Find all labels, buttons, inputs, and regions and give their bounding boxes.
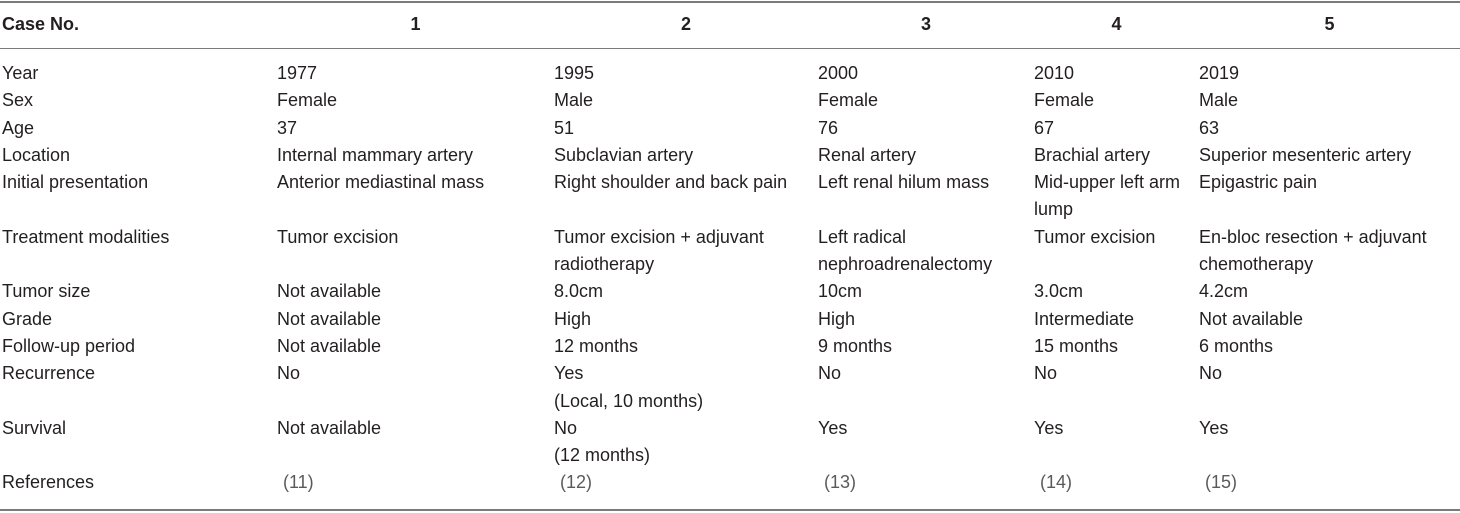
table-cell: 1977	[277, 63, 318, 83]
row-label: References	[2, 472, 95, 493]
table-cell: Tumor excision	[1034, 226, 1156, 247]
table-cell: Brachial artery	[1034, 144, 1151, 165]
table-bottom-rule	[0, 509, 1460, 511]
table-cell: 67	[1034, 117, 1055, 138]
table-body	[0, 49, 1460, 497]
case-no-header: Case No.	[0, 0, 277, 49]
case-1-header: 1	[277, 0, 554, 49]
table-cell: 2000	[818, 63, 859, 83]
row-label: Follow-up period	[2, 335, 136, 356]
case-2-header: 2	[554, 0, 818, 49]
table-header	[0, 0, 1460, 49]
table-cell: No	[277, 363, 301, 384]
table-cell: 2019	[1199, 63, 1240, 83]
table-cell: Right shoulder and back pain	[554, 172, 788, 193]
row-label: Treatment modalities	[2, 226, 170, 247]
table-cell: No	[1034, 363, 1058, 384]
reference-link[interactable]	[554, 469, 818, 496]
table-cell: Not available	[277, 308, 382, 329]
table-cell: 10cm	[818, 281, 863, 302]
table-cell: 6 months	[1199, 335, 1274, 356]
table-row-survival	[0, 415, 1460, 470]
table-cell: 9 months	[818, 335, 893, 356]
case-3-header: 3	[818, 0, 1034, 49]
table-cell: Intermediate	[1034, 308, 1135, 329]
table-cell: Female	[1034, 90, 1095, 111]
table-cell: Subclavian artery	[554, 144, 694, 165]
table-cell: 8.0cm	[554, 281, 604, 302]
table-cell: Male	[554, 90, 594, 111]
table-cell: Not available	[1199, 308, 1304, 329]
reference-number[interactable]: (13)	[824, 472, 857, 493]
table-cell: Tumor excision	[277, 226, 399, 247]
case-4-header: 4	[1034, 0, 1199, 49]
table-cell: 3.0cm	[1034, 281, 1084, 302]
table-cell: No	[1199, 363, 1223, 384]
reference-link[interactable]	[1034, 469, 1199, 496]
row-label: Location	[2, 144, 71, 165]
reference-link[interactable]	[277, 469, 554, 496]
reference-number[interactable]: (14)	[1040, 472, 1073, 493]
table-row-follow-up-period	[0, 333, 1460, 360]
row-label: Grade	[2, 308, 53, 329]
table-cell: High	[554, 308, 592, 329]
cell-value: No	[554, 417, 578, 438]
table-cell: Mid-upper left arm lump	[1034, 172, 1181, 220]
header-row	[0, 0, 1460, 49]
table-row-treatment-modalities	[0, 224, 1460, 279]
table-cell: Male	[1199, 90, 1239, 111]
cell-note: (12 months)	[554, 445, 651, 466]
table-cell: Female	[818, 90, 879, 111]
reference-number[interactable]: (15)	[1205, 472, 1238, 493]
row-label: Sex	[2, 90, 34, 111]
table-cell: Not available	[277, 335, 382, 356]
reference-link[interactable]	[818, 469, 1034, 496]
table-row-location	[0, 142, 1460, 169]
row-label: Recurrence	[2, 363, 96, 384]
table-cell: Left renal hilum mass	[818, 172, 990, 193]
cell-note: (Local, 10 months)	[554, 390, 704, 411]
table-cell: Female	[277, 90, 338, 111]
table-cell: Renal artery	[818, 144, 917, 165]
row-label: Year	[2, 63, 39, 83]
row-label: Age	[2, 117, 35, 138]
table-cell: En-bloc resection + adjuvant chemotherapy	[1199, 226, 1427, 275]
table-cell: 4.2cm	[1199, 281, 1249, 302]
table-cell: Yes	[1034, 417, 1064, 438]
table-row-year	[0, 49, 1460, 88]
case-5-header: 5	[1199, 0, 1460, 49]
table-cell: 12 months	[554, 335, 639, 356]
table-row-age	[0, 115, 1460, 142]
table-cell	[554, 360, 818, 415]
table-cell: Not available	[277, 417, 382, 438]
table-cell: 63	[1199, 117, 1220, 138]
table-cell: High	[818, 308, 856, 329]
table-cell: Left radical nephroadrenalectomy	[818, 226, 993, 275]
table-cell: 2010	[1034, 63, 1075, 83]
table-cell: Internal mammary artery	[277, 144, 474, 165]
table-row-initial-presentation	[0, 169, 1460, 224]
table-row-grade	[0, 306, 1460, 333]
table-cell: Anterior mediastinal mass	[277, 172, 485, 193]
table-cell: 15 months	[1034, 335, 1119, 356]
table-cell: Not available	[277, 281, 382, 302]
table-cell: 76	[818, 117, 839, 138]
table-row-recurrence	[0, 360, 1460, 415]
reference-number[interactable]: (12)	[560, 472, 593, 493]
table-cell: 37	[277, 117, 298, 138]
table-cell: Yes	[1199, 417, 1229, 438]
row-label: Initial presentation	[2, 172, 149, 193]
table-cell: 51	[554, 117, 575, 138]
table-cell: Yes	[818, 417, 848, 438]
table-row-sex	[0, 87, 1460, 114]
reference-number[interactable]: (11)	[283, 472, 314, 493]
table-cell: Tumor excision + adjuvant radiotherapy	[554, 226, 764, 275]
table-cell: Superior mesenteric artery	[1199, 144, 1412, 165]
row-label: Survival	[2, 417, 67, 438]
table-cell	[554, 415, 818, 470]
table-cell: 1995	[554, 63, 595, 83]
table-cell: Epigastric pain	[1199, 172, 1318, 193]
row-label: Tumor size	[2, 281, 91, 302]
reference-link[interactable]	[1199, 469, 1460, 496]
cell-value: Yes	[554, 363, 584, 384]
table-row-references	[0, 469, 1460, 496]
table-cell: No	[818, 363, 842, 384]
table-row-tumor-size	[0, 278, 1460, 305]
